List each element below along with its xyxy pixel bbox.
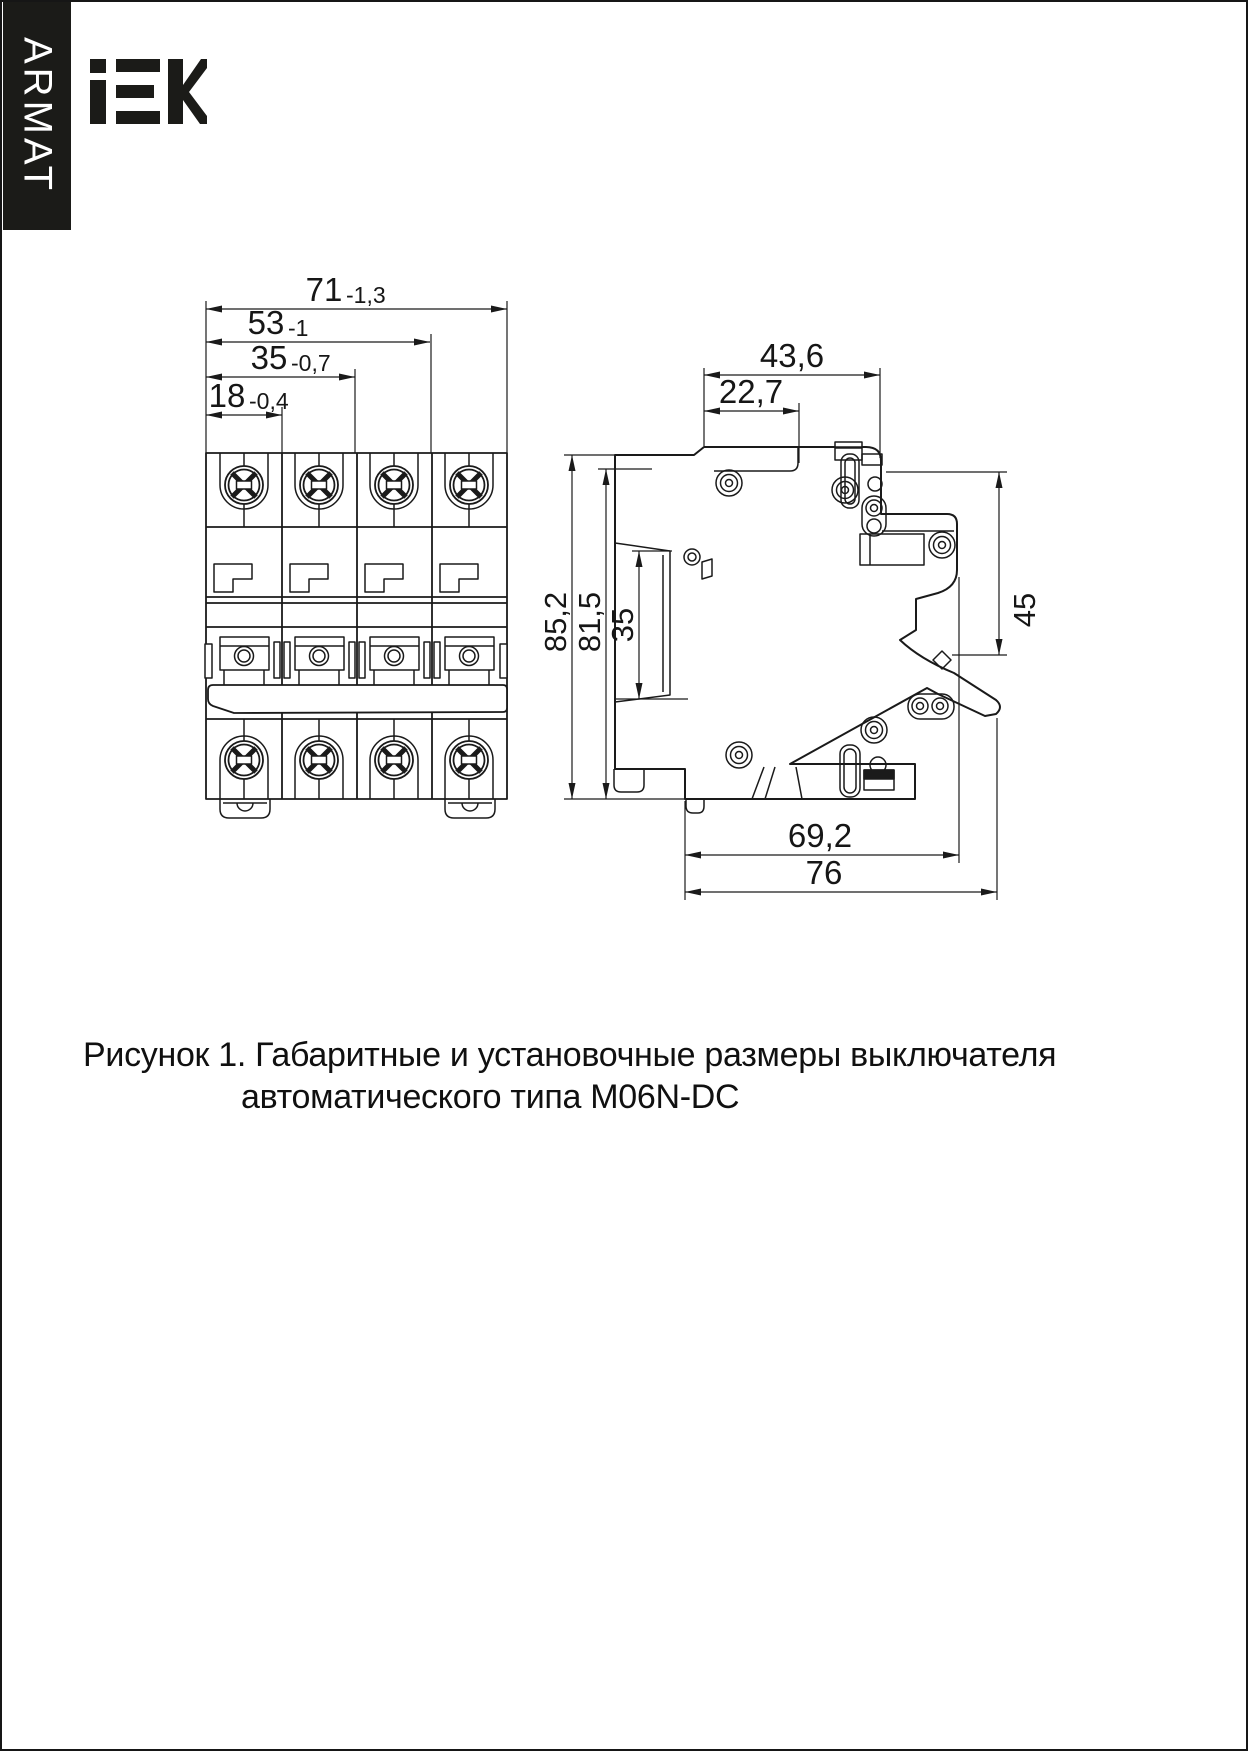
dim-depth-69-2: 69,2 (787, 817, 853, 854)
figure-caption-line1: Рисунок 1. Габаритные и установочные размеры выключателя (83, 1036, 1057, 1074)
dim-width-18: 18 (208, 377, 246, 414)
dim-rail-35: 35 (605, 607, 640, 643)
dim-width-35-tol: -0,7 (291, 350, 331, 376)
dim-height-85-2: 85,2 (538, 591, 573, 653)
figure-caption (83, 1034, 1083, 1118)
armat-label: ARMAT (15, 36, 60, 195)
dim-width-53: 53 (247, 304, 285, 341)
dim-depth-76: 76 (805, 854, 843, 891)
front-view-drawing (205, 453, 507, 818)
figure-caption-line2: автоматического типа M06N-DC (241, 1078, 740, 1116)
dim-width-71: 71 (305, 271, 343, 308)
dim-top-22-7: 22,7 (718, 373, 784, 410)
dim-width-71-tol: -1,3 (346, 282, 386, 308)
dim-height-81-5: 81,5 (572, 591, 607, 653)
dim-width-35: 35 (250, 339, 288, 376)
dim-width-53-tol: -1 (288, 315, 309, 341)
side-view-drawing (614, 442, 1000, 813)
dim-top-43-6: 43,6 (759, 337, 825, 374)
dim-width-18-tol: -0,4 (249, 388, 289, 414)
dimension-drawings (2, 2, 1248, 962)
dim-front-45: 45 (1007, 592, 1042, 628)
